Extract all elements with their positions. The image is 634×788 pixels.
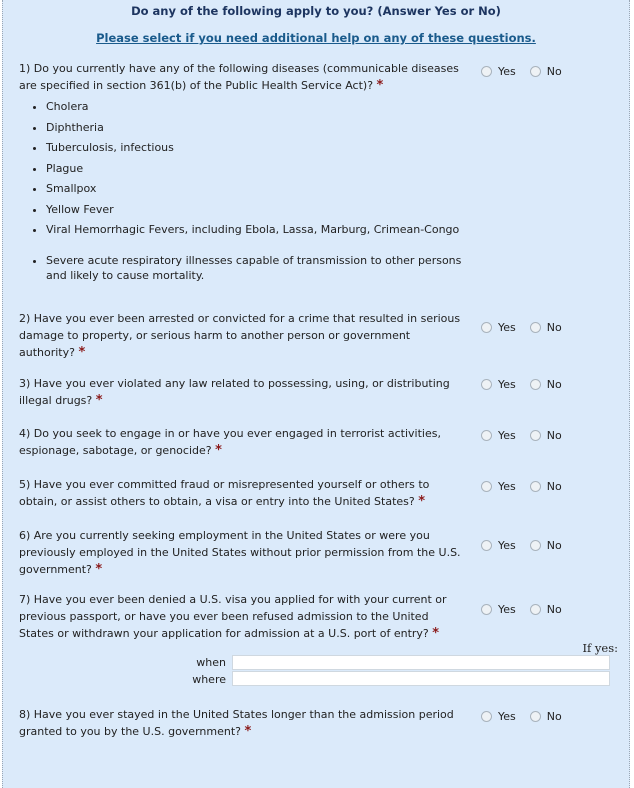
question-1-options (481, 65, 576, 78)
no-radio[interactable] (530, 481, 541, 492)
yes-label[interactable]: Yes (498, 710, 516, 723)
question-5-options (481, 480, 576, 493)
if-yes-label: If yes: (582, 641, 618, 655)
yes-label[interactable]: Yes (498, 65, 516, 78)
question-text: 8) Have you ever stayed in the United States longer than the admission period granted to you by the U.S. government? (19, 708, 454, 738)
required-asterisk: * (432, 626, 440, 641)
no-label[interactable]: No (546, 603, 562, 616)
yes-label[interactable]: Yes (498, 603, 516, 616)
required-asterisk: * (215, 443, 222, 458)
question-text: 4) Do you seek to engage in or have you ever engaged in terrorist activities, espionage, sabotage, or genocide? (19, 427, 441, 457)
question-8-options (481, 710, 576, 723)
question-8 (19, 706, 464, 740)
page-title: Do any of the following apply to you? (Answer Yes or No) (131, 4, 501, 18)
yes-radio[interactable] (481, 66, 492, 77)
yes-label[interactable]: Yes (498, 429, 516, 442)
yes-radio[interactable] (481, 540, 492, 551)
question-text: 5) Have you ever committed fraud or misrepresented yourself or others to obtain, or assist others to obtain, a visa or entry into the United States? (19, 478, 430, 508)
disease-item: • Severe acute respiratory illnesses capable of transmission to other persons and likely to cause mortality. (46, 253, 466, 283)
no-label[interactable]: No (546, 710, 562, 723)
disease-item: • Cholera (46, 99, 466, 114)
no-radio[interactable] (530, 66, 541, 77)
when-input[interactable] (232, 655, 610, 670)
question-7-options (481, 603, 576, 616)
question-4-options (481, 429, 576, 442)
question-5 (19, 476, 464, 510)
question-text: 3) Have you ever violated any law related to possessing, using, or distributing illegal drugs? (19, 377, 450, 407)
question-6-options (481, 539, 576, 552)
where-input[interactable] (232, 671, 610, 686)
yes-radio[interactable] (481, 711, 492, 722)
question-6 (19, 527, 464, 578)
disease-item: • Viral Hemorrhagic Fevers, including Ebola, Lassa, Marburg, Crimean-Congo (46, 222, 466, 237)
yes-radio[interactable] (481, 379, 492, 390)
yes-label[interactable]: Yes (498, 539, 516, 552)
no-radio[interactable] (530, 379, 541, 390)
no-label[interactable]: No (546, 429, 562, 442)
required-asterisk: * (376, 78, 384, 93)
question-3-options (481, 378, 576, 391)
required-asterisk: * (418, 494, 426, 509)
no-label[interactable]: No (546, 378, 562, 391)
when-label: when (196, 656, 226, 669)
yes-radio[interactable] (481, 604, 492, 615)
no-label[interactable]: No (546, 539, 562, 552)
question-1 (19, 60, 464, 94)
no-radio[interactable] (530, 322, 541, 333)
no-radio[interactable] (530, 604, 541, 615)
question-text: 2) Have you ever been arrested or convicted for a crime that resulted in serious damage to property, or serious harm to another person or government authority? (19, 312, 461, 359)
yes-label[interactable]: Yes (498, 378, 516, 391)
question-text: 6) Are you currently seeking employment in the United States or were you previously employed in the United States without prior permission from the U.S. government? (19, 529, 461, 576)
no-radio[interactable] (530, 540, 541, 551)
no-radio[interactable] (530, 430, 541, 441)
disease-item: • Yellow Fever (46, 202, 466, 217)
question-3 (19, 375, 464, 409)
required-asterisk: * (95, 393, 103, 408)
required-asterisk: * (95, 562, 103, 577)
question-4 (19, 425, 464, 459)
required-asterisk: * (78, 345, 86, 360)
question-2 (19, 310, 464, 361)
question-7 (19, 591, 464, 642)
yes-radio[interactable] (481, 322, 492, 333)
disease-item: • Plague (46, 161, 466, 176)
no-label[interactable]: No (546, 480, 562, 493)
yes-radio[interactable] (481, 430, 492, 441)
yes-radio[interactable] (481, 481, 492, 492)
disease-item: • Tuberculosis, infectious (46, 140, 466, 155)
help-link[interactable]: Please select if you need additional help on any of these questions. (96, 31, 536, 45)
no-label[interactable]: No (546, 65, 562, 78)
no-label[interactable]: No (546, 321, 562, 334)
no-radio[interactable] (530, 711, 541, 722)
yes-label[interactable]: Yes (498, 321, 516, 334)
question-text: 1) Do you currently have any of the following diseases (communicable diseases are specified in section 361(b) of the Public Health Service Act)? (19, 62, 459, 92)
required-asterisk: * (244, 724, 252, 739)
yes-label[interactable]: Yes (498, 480, 516, 493)
question-2-options (481, 321, 576, 334)
disease-item: • Smallpox (46, 181, 466, 196)
question-text: 7) Have you ever been denied a U.S. visa you applied for with your current or previous passport, or have you ever been refused admission to the United States or withdrawn your application for admission at a U.S. port of entry? (19, 593, 447, 640)
where-label: where (192, 673, 226, 686)
disease-item: • Diphtheria (46, 120, 466, 135)
